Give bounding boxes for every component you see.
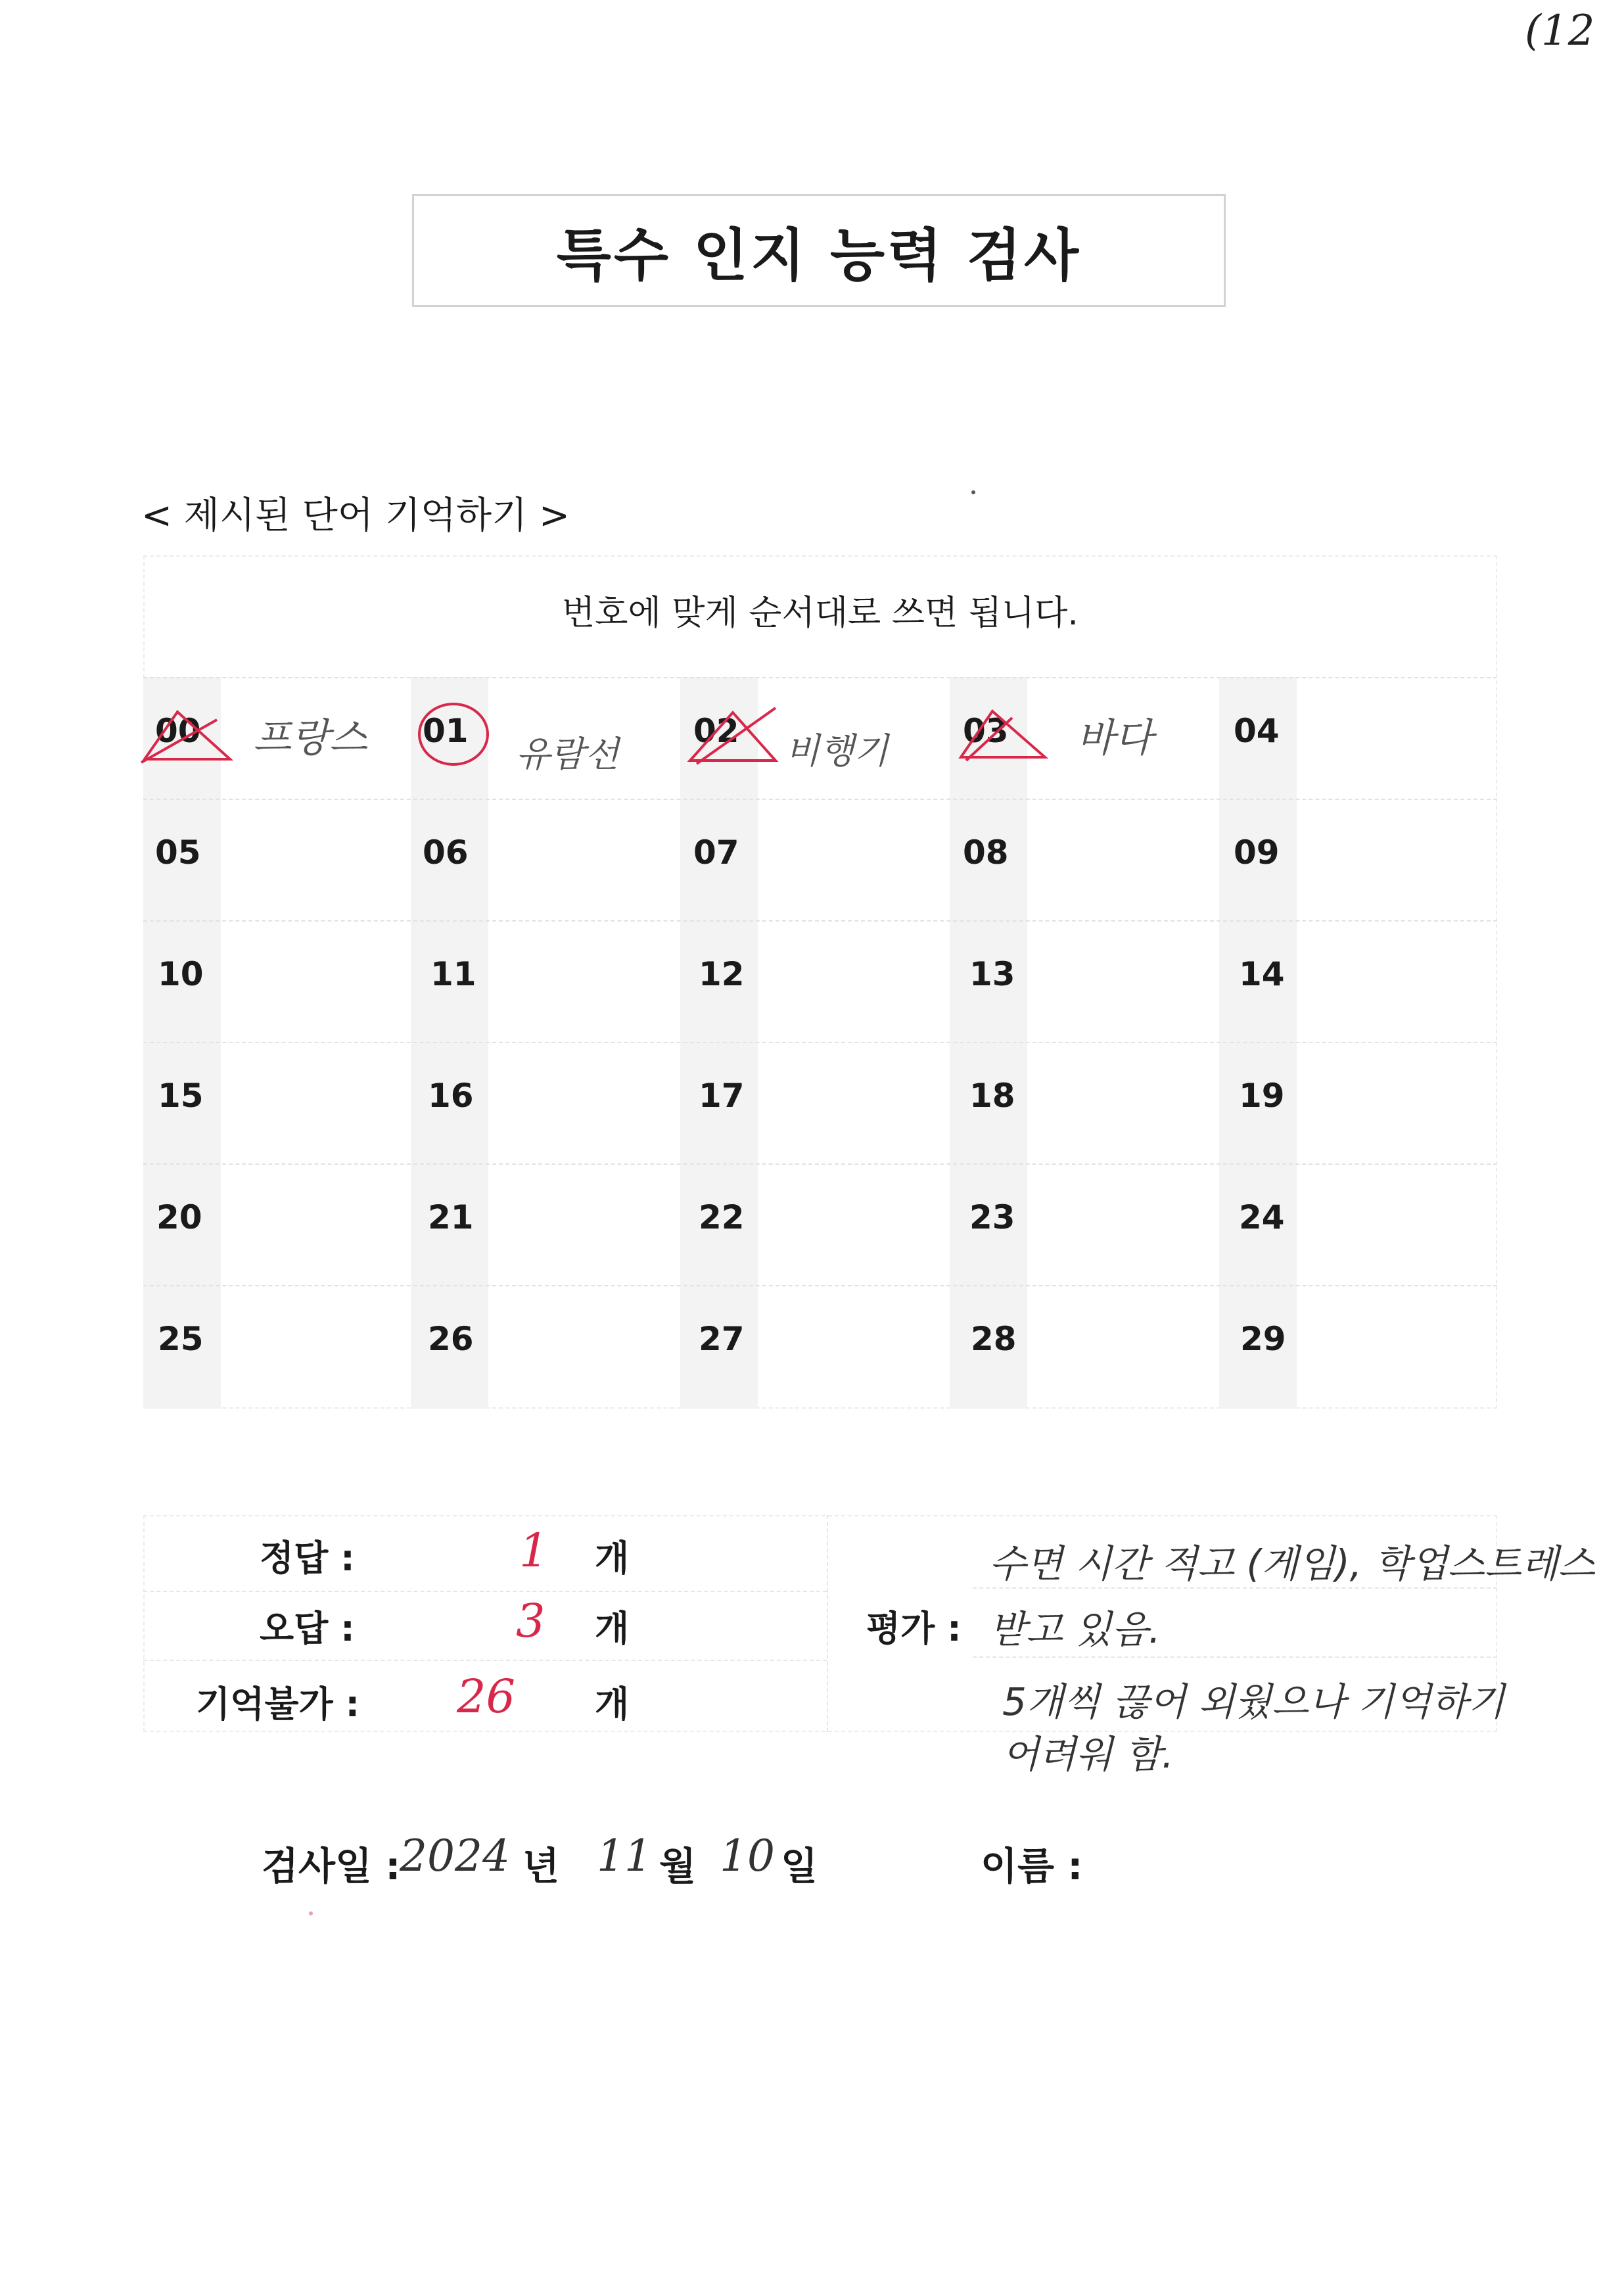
item-number: 26 xyxy=(428,1320,474,1358)
item-number: 03 xyxy=(963,712,1009,750)
item-number: 23 xyxy=(969,1198,1015,1236)
wrong-count: 3 xyxy=(516,1594,545,1648)
item-number: 02 xyxy=(693,712,739,750)
item-number: 17 xyxy=(699,1077,745,1115)
correct-label: 정답 : xyxy=(260,1537,355,1579)
section-label: < 제시된 단어 기억하기 > xyxy=(141,494,570,537)
evaluation-line: 5개씩 끊어 외웠으나 기억하기 xyxy=(1002,1679,1505,1724)
unknown-label: 기억불가 : xyxy=(196,1683,360,1725)
row-divider xyxy=(143,1163,1497,1165)
page-number: (12 xyxy=(1525,7,1595,55)
score-divider xyxy=(973,1656,1497,1658)
scan-dot xyxy=(309,1911,313,1915)
instruction-text: 번호에 맞게 순서대로 쓰면 됩니다. xyxy=(562,594,1079,633)
item-number: 00 xyxy=(155,712,201,750)
wrong-mark-icon xyxy=(684,705,782,767)
item-number: 29 xyxy=(1240,1320,1286,1358)
row-divider xyxy=(143,920,1497,922)
correct-mark-icon xyxy=(414,700,493,772)
test-date-day: 10 xyxy=(720,1831,775,1881)
day-unit: 일 xyxy=(781,1844,818,1888)
month-unit: 월 xyxy=(659,1844,697,1888)
year-unit: 년 xyxy=(522,1844,560,1888)
row-divider xyxy=(143,1285,1497,1286)
wrong-mark-icon xyxy=(138,707,237,766)
unknown-count: 26 xyxy=(457,1670,516,1723)
item-number: 18 xyxy=(969,1077,1015,1115)
item-number: 12 xyxy=(699,955,745,993)
row-divider xyxy=(143,677,1497,678)
evaluation-line: 어려워 함. xyxy=(1002,1732,1174,1777)
item-number: 09 xyxy=(1234,833,1280,872)
item-number: 13 xyxy=(969,955,1015,993)
item-number: 20 xyxy=(156,1198,202,1236)
evaluation-line: 받고 있음. xyxy=(989,1607,1161,1652)
item-number: 21 xyxy=(428,1198,474,1236)
score-divider xyxy=(827,1515,828,1732)
score-divider xyxy=(143,1660,827,1661)
scan-dot xyxy=(971,490,975,494)
wrong-label: 오답 : xyxy=(260,1608,355,1649)
item-number: 01 xyxy=(423,712,469,750)
handwritten-answer: 비행기 xyxy=(785,730,889,772)
item-number: 19 xyxy=(1239,1077,1285,1115)
test-date-year: 2024 xyxy=(400,1831,510,1881)
item-number: 28 xyxy=(971,1320,1017,1358)
row-divider xyxy=(143,1042,1497,1043)
evaluation-line: 수면 시간 적고 (게임), 학업스트레스 xyxy=(989,1541,1595,1586)
item-number: 05 xyxy=(155,833,201,872)
item-number: 04 xyxy=(1234,712,1280,750)
item-number: 11 xyxy=(430,955,476,993)
item-number: 14 xyxy=(1239,955,1285,993)
page-title xyxy=(412,194,1226,307)
item-number: 10 xyxy=(158,955,204,993)
test-date-label: 검사일 : xyxy=(262,1844,401,1888)
unknown-unit: 개 xyxy=(595,1683,630,1725)
test-date-month: 11 xyxy=(597,1831,652,1881)
score-divider xyxy=(973,1587,1497,1589)
wrong-unit: 개 xyxy=(595,1608,630,1649)
correct-unit: 개 xyxy=(595,1537,630,1579)
item-number: 25 xyxy=(158,1320,204,1358)
evaluation-label: 평가 : xyxy=(866,1608,962,1649)
item-number: 16 xyxy=(428,1077,474,1115)
item-number: 22 xyxy=(699,1198,745,1236)
page-title-text: 특수 인지 능력 검사 xyxy=(556,223,1082,289)
item-number: 27 xyxy=(699,1320,745,1358)
handwritten-answer: 프랑스 xyxy=(253,715,367,761)
item-number: 08 xyxy=(963,833,1009,872)
row-divider xyxy=(143,799,1497,800)
correct-count: 1 xyxy=(519,1524,549,1578)
score-divider xyxy=(143,1591,827,1592)
handwritten-answer: 바다 xyxy=(1077,715,1153,761)
wrong-mark-icon xyxy=(953,705,1052,764)
item-number: 06 xyxy=(423,833,469,872)
item-number: 07 xyxy=(693,833,739,872)
item-number: 15 xyxy=(158,1077,204,1115)
handwritten-answer: 유람선 xyxy=(516,734,619,775)
name-label: 이름 : xyxy=(981,1844,1083,1888)
item-number: 24 xyxy=(1239,1198,1285,1236)
